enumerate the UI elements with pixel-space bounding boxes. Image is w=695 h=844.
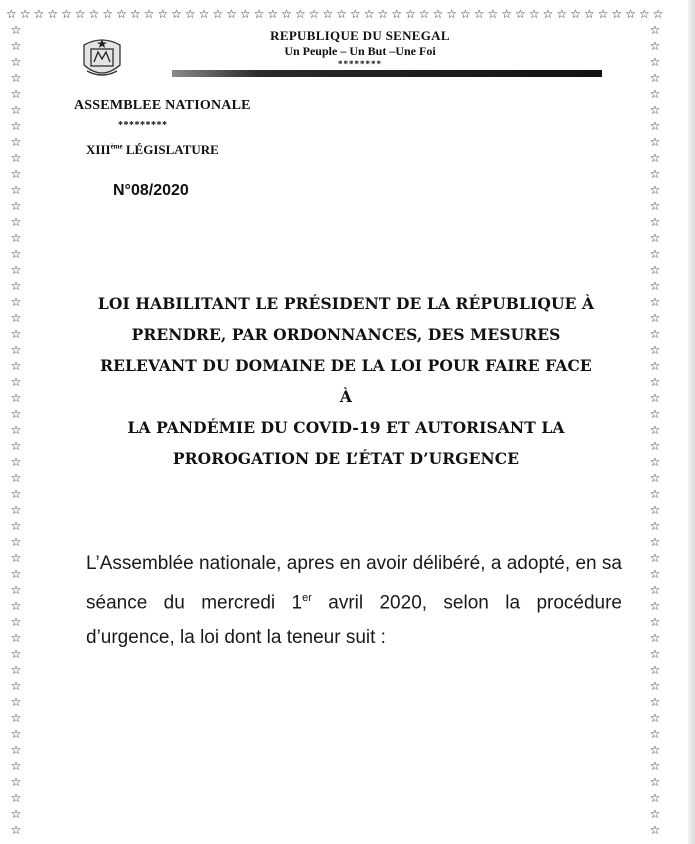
header-rule — [172, 70, 602, 77]
star-border-top: ☆☆☆☆☆☆☆☆☆☆☆☆☆☆☆☆☆☆☆☆☆☆☆☆☆☆☆☆☆☆☆☆☆☆☆☆☆☆☆☆☆☆☆☆☆☆☆☆ — [6, 7, 666, 21]
republic-header — [240, 28, 480, 69]
ordinal-superscript: er — [302, 592, 312, 604]
law-title — [96, 288, 596, 474]
republic-title: REPUBLIQUE DU SENEGAL — [270, 28, 450, 43]
legislature-word: LÉGISLATURE — [122, 142, 219, 157]
assembly-name: ASSEMBLEE NATIONALE — [74, 98, 251, 113]
law-title-line: PRENDRE, PAR ORDONNANCES, DES MESURES — [131, 325, 561, 344]
legislature-label — [86, 142, 219, 158]
law-title-line: LA PANDÉMIE DU COVID-19 ET AUTORISANT LA — [127, 418, 565, 437]
national-emblem-icon — [78, 37, 126, 81]
preamble-paragraph — [86, 546, 622, 655]
preamble-text: L’Assemblée nationale, apres en avoir délibéré, a adopté, en sa séance du mercredi 1 — [86, 553, 622, 614]
law-number: N°08/2020 — [113, 182, 189, 199]
page-edge-shadow — [688, 0, 695, 844]
preamble-text-end: avril 2020, selon la procédure d’urgence, la loi dont la teneur suit : — [86, 592, 622, 649]
star-border-right: ☆ ☆ ☆ ☆ ☆ ☆ ☆ ☆ ☆ ☆ ☆ ☆ ☆ ☆ ☆ ☆ ☆ ☆ ☆ ☆ ☆ ☆ ☆ ☆ ☆ ☆ ☆ ☆ ☆ ☆ ☆ ☆ ☆ ☆ ☆ ☆ ☆ ☆ ☆ ☆ ☆ ☆ ☆ ☆ ☆ ☆ ☆ ☆ ☆ ☆ ☆ — [649, 23, 661, 837]
law-title-line: RELEVANT DU DOMAINE DE LA LOI POUR FAIRE FACE À — [100, 356, 592, 406]
legislature-suffix: ème — [110, 142, 123, 151]
law-title-line: PROROGATION DE L’ÉTAT D’URGENCE — [172, 449, 520, 468]
star-border-left: ☆ ☆ ☆ ☆ ☆ ☆ ☆ ☆ ☆ ☆ ☆ ☆ ☆ ☆ ☆ ☆ ☆ ☆ ☆ ☆ ☆ ☆ ☆ ☆ ☆ ☆ ☆ ☆ ☆ ☆ ☆ ☆ ☆ ☆ ☆ ☆ ☆ ☆ ☆ ☆ ☆ ☆ ☆ ☆ ☆ ☆ ☆ ☆ ☆ ☆ ☆ — [10, 23, 22, 837]
assembly-stars: ********* — [118, 120, 168, 131]
law-title-line: LOI HABILITANT LE PRÉSIDENT DE LA RÉPUBLIQUE À — [97, 294, 595, 313]
national-motto: Un Peuple – Un But –Une Foi — [284, 44, 436, 58]
motto-stars: ******** — [338, 59, 382, 69]
legislature-number: XIII — [86, 142, 111, 157]
